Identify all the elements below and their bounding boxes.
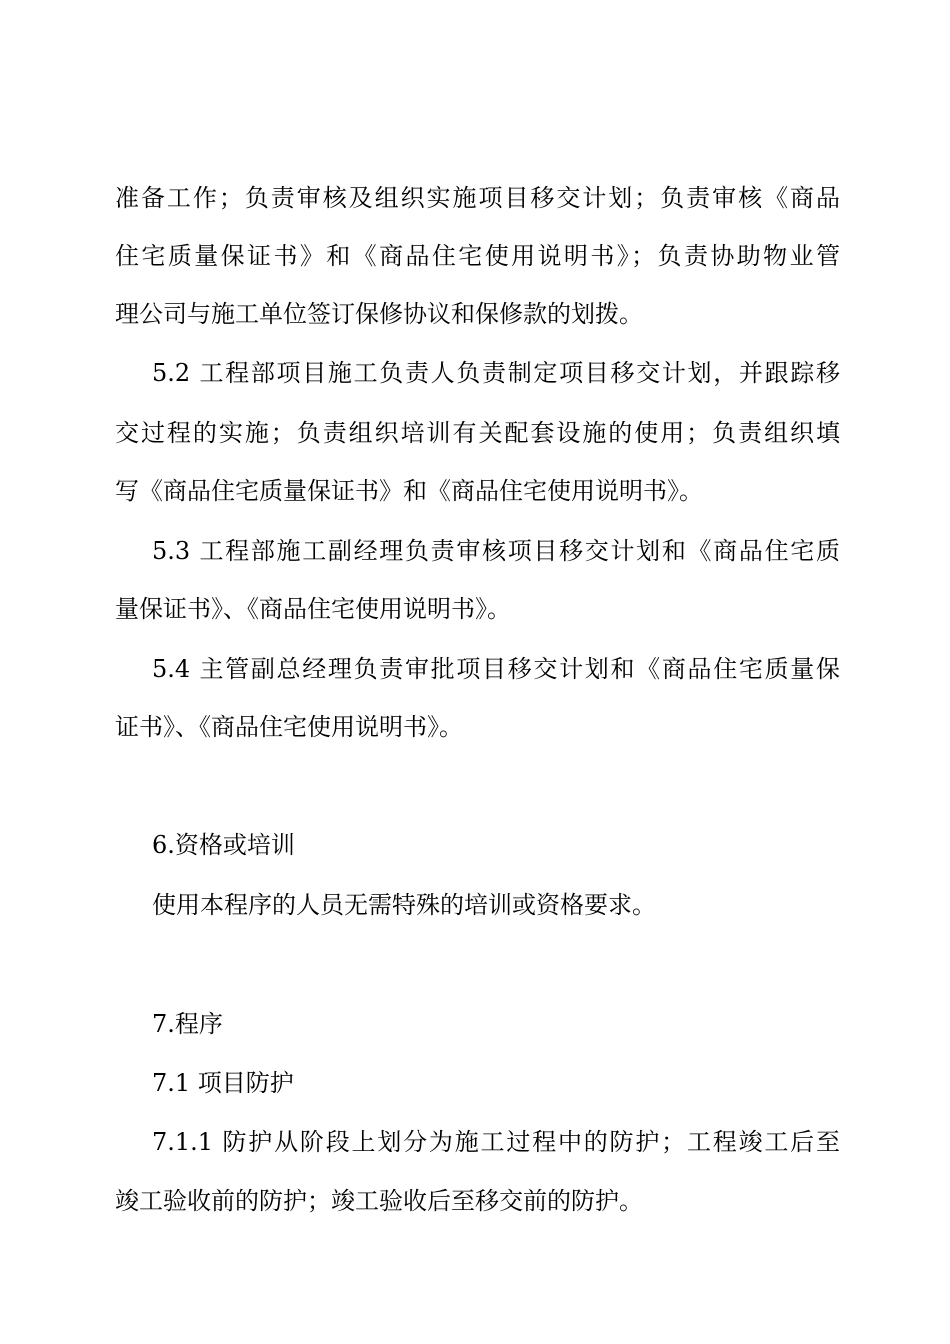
- text-line: 量保证书》、《商品住宅使用说明书》。: [115, 595, 511, 623]
- text-line: 写《商品住宅质量保证书》和《商品住宅使用说明书》。: [115, 477, 703, 505]
- text-line: 使用本程序的人员无需特殊的培训或资格要求。: [152, 891, 656, 919]
- text-line: 交过程的实施；负责组织培训有关配套设施的使用；负责组织填: [115, 419, 840, 447]
- text-line: 竣工验收前的防护；竣工验收后至移交前的防护。: [115, 1187, 643, 1215]
- text-line: 证书》、《商品住宅使用说明书》。: [115, 713, 463, 741]
- text-line: 住宅质量保证书》和《商品住宅使用说明书》；负责协助物业管: [115, 242, 840, 270]
- section-5-4-line: 5.4 主管副总经理负责审批项目移交计划和《商品住宅质量保: [152, 655, 840, 683]
- text-line: 理公司与施工单位签订保修协议和保修款的划拨。: [115, 300, 643, 328]
- section-heading-6: 6.资格或培训: [152, 831, 295, 859]
- section-5-2-line: 5.2 工程部项目施工负责人负责制定项目移交计划，并跟踪移: [152, 359, 840, 387]
- section-heading-7: 7.程序: [152, 1010, 223, 1038]
- section-heading-7-1: 7.1 项目防护: [152, 1069, 294, 1097]
- section-7-1-1-line: 7.1.1 防护从阶段上划分为施工过程中的防护；工程竣工后至: [152, 1128, 840, 1156]
- text-line: 准备工作；负责审核及组织实施项目移交计划；负责审核《商品: [115, 184, 840, 212]
- section-5-3-line: 5.3 工程部施工副经理负责审核项目移交计划和《商品住宅质: [152, 537, 840, 565]
